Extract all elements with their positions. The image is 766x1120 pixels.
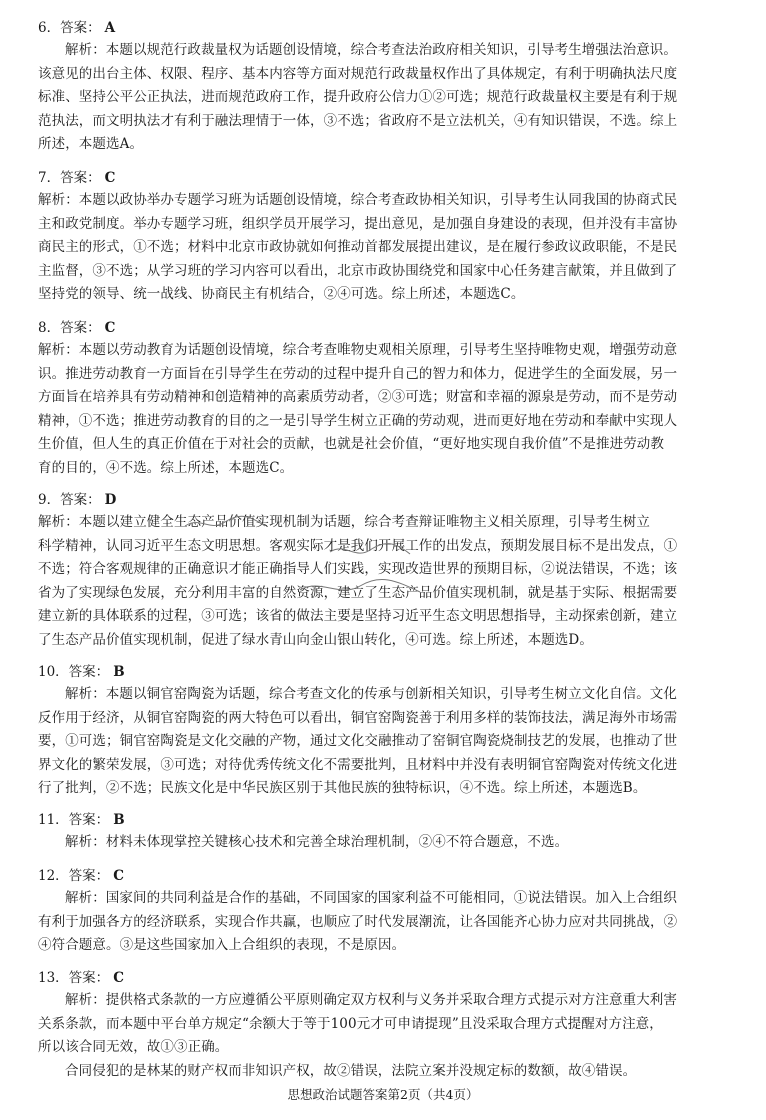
analysis-line: 解析：国家间的共同利益是合作的基础，不同国家的国家利益不可能相同，①说法错误。加入上合组织	[65, 890, 677, 906]
analysis-line: 所述，本题选A。	[38, 136, 144, 152]
question-8	[38, 318, 734, 480]
analysis-line: 解析：本题以政协举办专题学习班为话题创设情境，综合考查政协相关知识，引导考生认同我国的协商式民	[38, 192, 678, 208]
analysis-line: 有利于加强各方的经济联系，实现合作共赢，也顺应了时代发展潮流，让各国能齐心协力应对共同挑战，②	[38, 913, 678, 930]
question-6	[38, 18, 734, 157]
analysis-line: 解析：本题以铜官窑陶瓷为话题，综合考查文化的传承与创新相关知识，引导考生树立文化自信。文化	[65, 686, 677, 702]
question-10	[38, 662, 734, 801]
answer-line: 9．答案： D	[38, 492, 117, 508]
answer-line: 13．答案： C	[38, 970, 124, 986]
answer-line: 10．答案： B	[38, 664, 125, 680]
handwriting-scribble	[180, 512, 540, 602]
analysis-line: 省为了实现绿色发展，充分利用丰富的自然资源，建立了生态产品价值实现机制，就是基于实际、根据需要	[38, 584, 678, 601]
analysis-line: 解析：提供格式条款的一方应遵循公平原则确定双方权利与义务并采取合理方式提示对方注意重大利害	[65, 992, 677, 1008]
analysis-line: 生价值，但人生的真正价值在于对社会的贡献，也就是社会价值，“更好地实现自我价值”不是推进劳动教	[38, 436, 665, 452]
question-13	[38, 968, 734, 1083]
analysis-line: 主监督，③不选；从学习班的学习内容可以看出，北京市政协围绕党和国家中心任务建言献策，并且做到了	[38, 262, 678, 279]
answer-line: 11．答案： B	[38, 812, 125, 828]
analysis-line: 育的目的，④不选。综上所述，本题选C。	[38, 459, 294, 476]
answer-line: 6．答案： A	[38, 20, 116, 36]
question-11	[38, 810, 734, 855]
analysis-line: 科学精神，认同习近平生态文明思想。客观实际才是我们开展工作的出发点，预期发展目标不是出发点，①	[38, 537, 678, 554]
scribble-stroke	[185, 516, 265, 526]
analysis-line: 方面旨在培养具有劳动精神和创造精神的高素质劳动者，②③可选；财富和幸福的源泉是劳动，而不是劳动	[38, 389, 678, 405]
answer-line: 8．答案： C	[38, 320, 116, 336]
question-7	[38, 168, 734, 307]
analysis-line: 界文化的繁荣发展，③可选；对待优秀传统文化不需要批判，且材料中并没有表明铜官窑陶瓷对传统文化进	[38, 756, 678, 773]
analysis-line: ④符合题意。③是这些国家加入上合组织的表现，不是原因。	[38, 937, 406, 953]
analysis-line: 行了批判，②不选；民族文化是中华民族区别于其他民族的独特标识，④不选。综上所述，本题选B。	[38, 780, 647, 796]
analysis-line: 了生态产品价值实现机制，促进了绿水青山向金山银山转化，④可选。综上所述，本题选D。	[38, 631, 593, 648]
analysis-line: 所以该合同无效，故①③正确。	[38, 1039, 229, 1055]
analysis-line: 识。推进劳动教育一方面旨在引导学生在劳动的过程中提升自己的智力和体力，促进学生的全面发展，另一	[38, 365, 678, 382]
question-12	[38, 866, 734, 958]
analysis-line: 反作用于经济，从铜官窑陶瓷的两大特色可以看出，铜官窑陶瓷善于利用多样的装饰技法，满足海外市场需	[38, 709, 678, 726]
analysis-line: 精神，①不选；推进劳动教育的目的之一是引导学生树立正确的劳动观，进而更好地在劳动和奉献中实现人	[38, 412, 678, 429]
answer-line: 7．答案： C	[38, 170, 116, 186]
analysis-line: 不选；符合客观规律的正确意识才能正确指导人们实践，实现改造世界的预期目标，②说法错误，不选；该	[38, 561, 678, 577]
analysis-line: 解析：本题以劳动教育为话题创设情境，综合考查唯物史观相关原理，引导考生坚持唯物史观，增强劳动意	[38, 342, 678, 358]
scribble-stroke	[300, 579, 420, 592]
analysis-line: 标准、坚持公平公正执法，进而规范政府工作，提升政府公信力①②可选；规范行政裁量权主要是有利于规	[38, 89, 678, 105]
analysis-line: 合同侵犯的是林某的财产权而非知识产权，故②错误，法院立案并没规定标的数额，故④错误。	[65, 1062, 637, 1079]
analysis-line: 关系条款，而本题中平台单方规定“余额大于等于100元才可申请提现”且没采取合理方式提醒对方注意，	[38, 1015, 663, 1032]
analysis-line: 解析：本题以建立健全生态产品价值实现机制为话题，综合考查辩证唯物主义相关原理，引导考生树立	[38, 514, 650, 530]
analysis-line: 要，①可选；铜官窑陶瓷是文化交融的产物，通过文化交融推动了窑铜官陶瓷烧制技艺的发展，也推动了世	[38, 733, 678, 749]
analysis-line: 建立新的具体联系的过程，③可选；该省的做法主要是坚持习近平生态文明思想指导，主动探索创新，建立	[38, 608, 678, 624]
analysis-line: 商民主的形式，①不选；材料中北京市政协就如何推动首都发展提出建议，是在履行参政议政职能，不是民	[38, 239, 678, 255]
analysis-line: 坚持党的领导、统一战线、协商民主有机结合，②④可选。综上所述，本题选C。	[38, 286, 525, 302]
analysis-line: 范执法，而文明执法才有利于融法理情于一体，③不选；省政府不是立法机关，④有知识错误，不选。综上	[38, 112, 678, 129]
scribble-stroke	[330, 544, 410, 554]
analysis-line: 主和政党制度。举办专题学习班，组织学员开展学习，提出意见，是加强自身建设的表现，但并没有丰富协	[38, 215, 678, 232]
analysis-line: 该意见的出台主体、权限、程序、基本内容等方面对规范行政裁量权作出了具体规定，有利于明确执法尺度	[38, 65, 678, 82]
analysis-line: 解析：本题以规范行政裁量权为话题创设情境，综合考查法治政府相关知识，引导考生增强法治意识。	[65, 42, 677, 58]
answer-line: 12．答案： C	[38, 868, 124, 884]
analysis-line: 解析：材料未体现掌控关键核心技术和完善全球治理机制，②④不符合题意，不选。	[65, 834, 569, 850]
page-footer: 思想政治试题答案第2页（共4页）	[287, 1087, 479, 1102]
